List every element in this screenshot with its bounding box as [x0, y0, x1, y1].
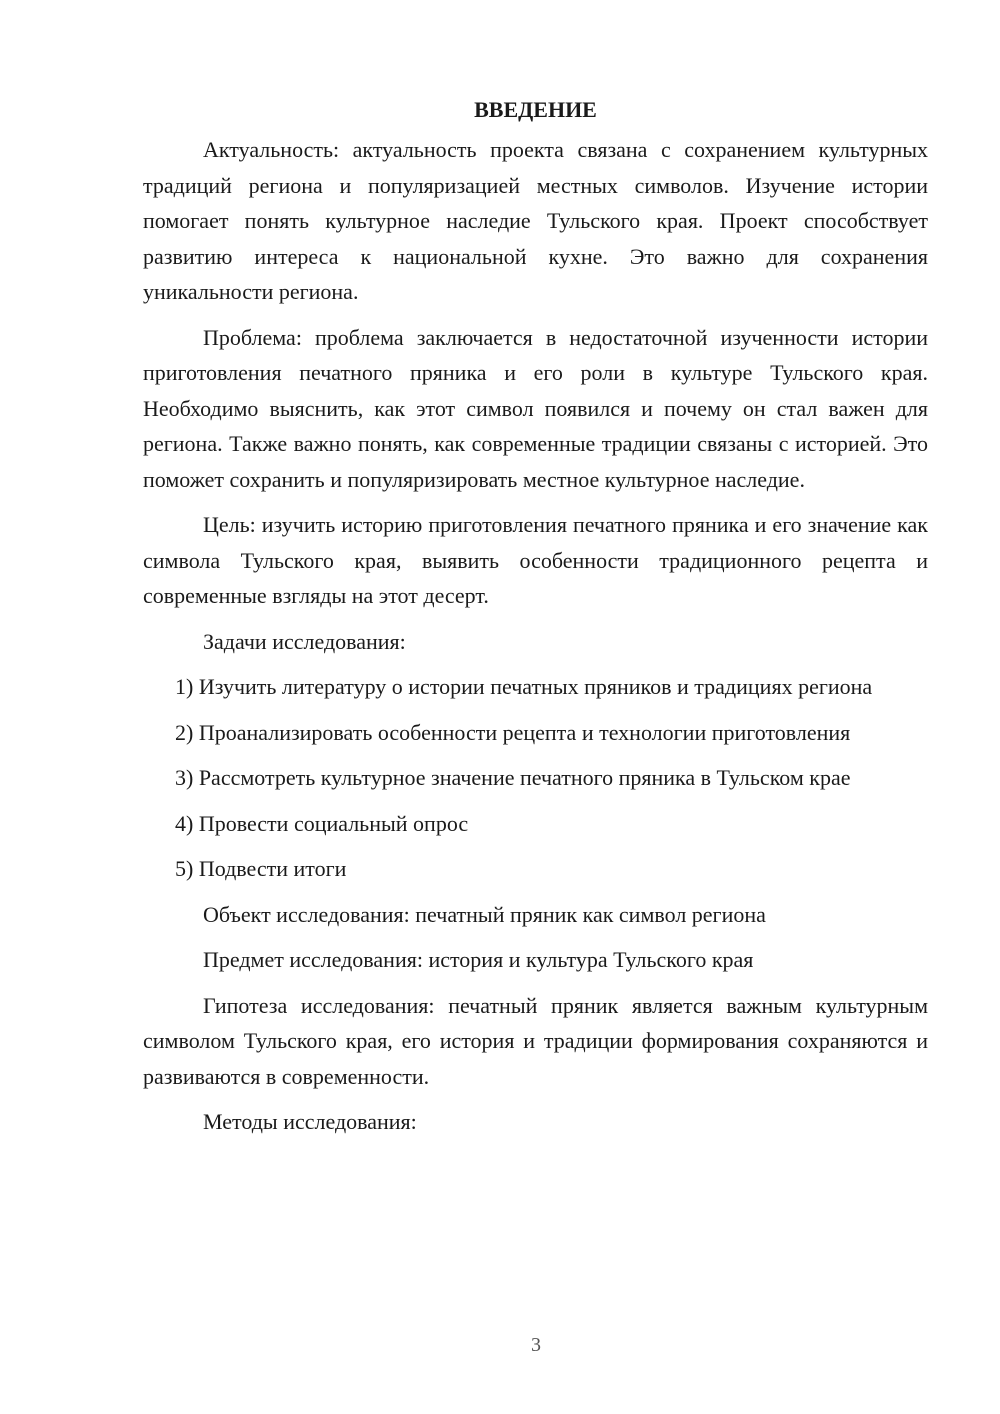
task-item-4: 4) Провести социальный опрос [175, 810, 469, 836]
hypothesis-paragraph: Гипотеза исследования: печатный пряник является важным культурным символом Тульского края, его история и традиции формирования сохраняются и развиваются в современности. [143, 992, 928, 1089]
task-item-2: 2) Проанализировать особенности рецепта и технологии приготовления [175, 719, 851, 745]
tasks-heading: Задачи исследования: [203, 628, 406, 654]
problem-paragraph: Проблема: проблема заключается в недостаточной изученности истории приготовления печатного пряника и его роли в культуре Тульского края. Необходимо выяснить, как этот символ появился и почему он стал важен для региона. Также важно понять, как современные традиции связаны с историей. Это поможет сохранить и популяризировать местное культурное наследие. [143, 324, 928, 492]
subject-paragraph: Предмет исследования: история и культура Тульского края [203, 947, 754, 972]
goal-paragraph: Цель: изучить историю приготовления печатного пряника и его значение как символа Тульского края, выявить особенности традиционного рецепта и современные взгляды на этот десерт. [143, 512, 928, 608]
relevance-paragraph: Актуальность: актуальность проекта связана с сохранением культурных традиций региона и популяризацией местных символов. Изучение истории помогает понять культурное наследие Тульского края. Проект способствует развитию интереса к национальной кухне. Это важно для сохранения уникальности региона. [143, 137, 928, 304]
object-paragraph: Объект исследования: печатный пряник как символ региона [203, 901, 766, 927]
task-item-1: 1) Изучить литературу о истории печатных пряников и традициях региона [175, 674, 873, 699]
section-title: ВВЕДЕНИЕ [474, 97, 597, 122]
page-number: 3 [531, 1334, 541, 1356]
page-content [143, 92, 928, 1150]
methods-heading: Методы исследования: [203, 1109, 417, 1134]
task-item-3: 3) Рассмотреть культурное значение печатного пряника в Тульском крае [175, 765, 851, 790]
task-item-5: 5) Подвести итоги [175, 856, 347, 881]
